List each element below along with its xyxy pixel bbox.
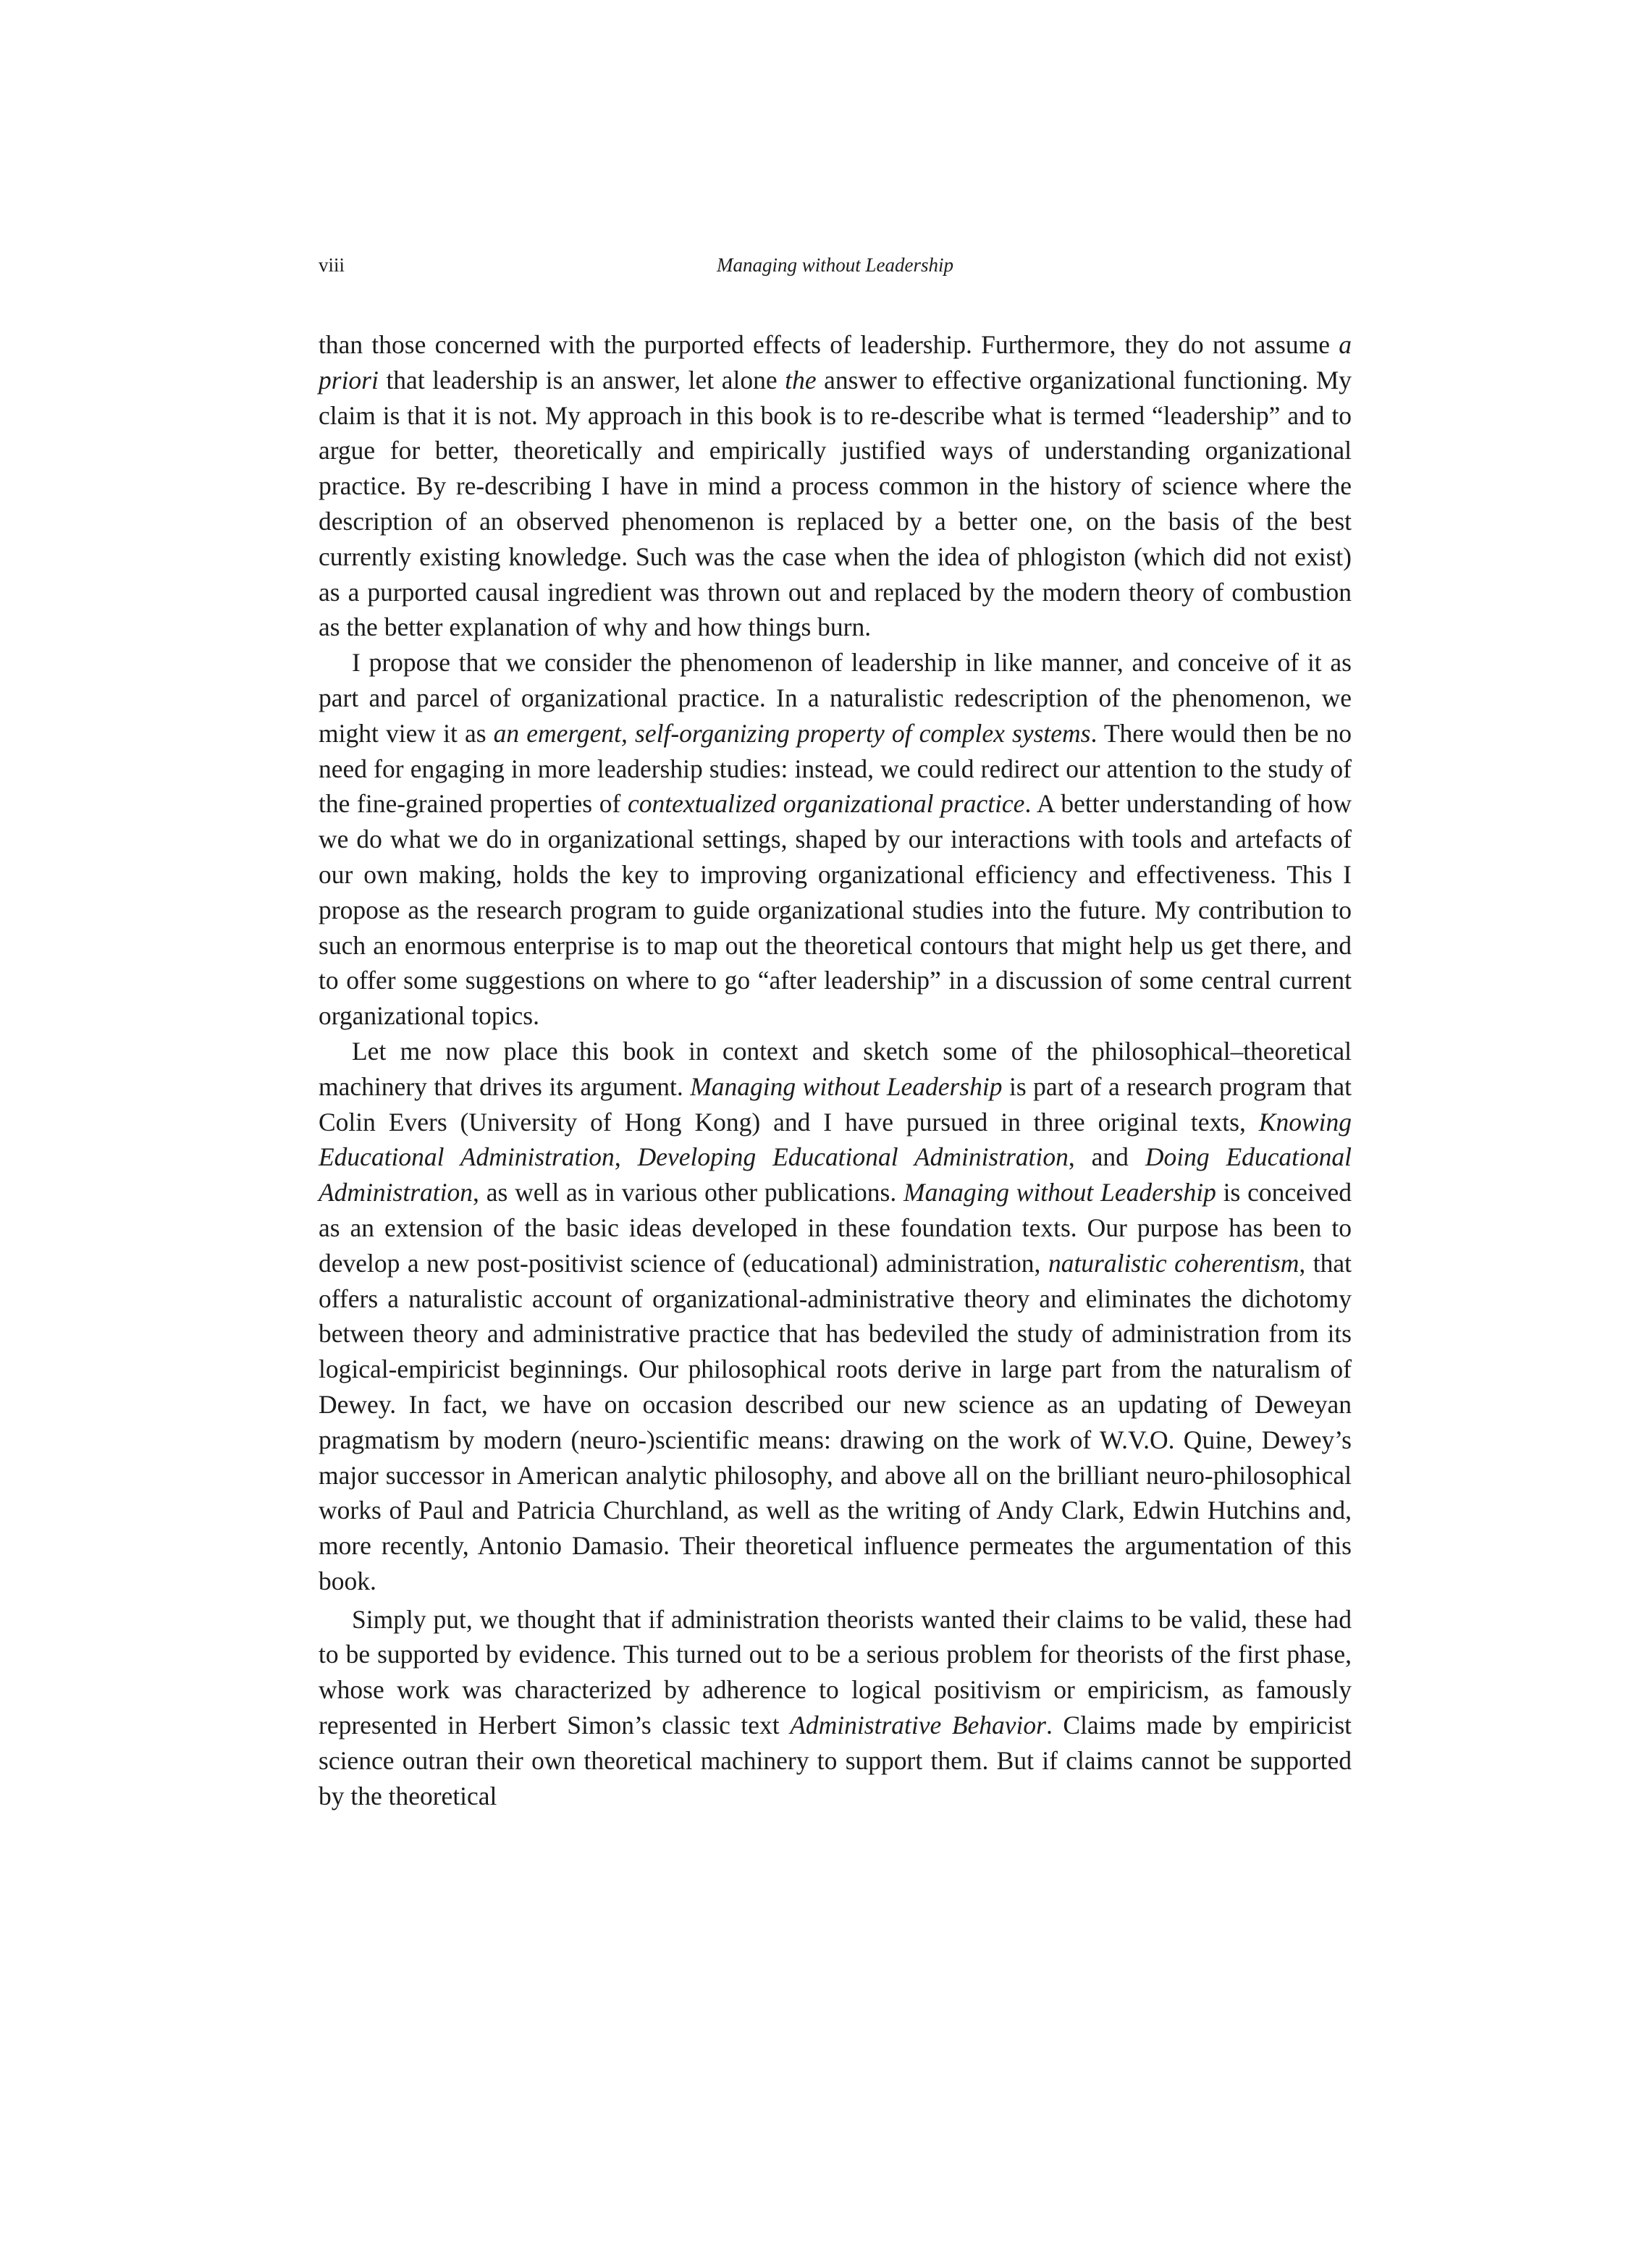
text-span: is conceived as an extension of the basic ideas developed in these foundation texts. Our purpose has been to develop a new post-positivist science of (educational) administration, (319, 1178, 1352, 1278)
body-text (319, 327, 1352, 1813)
italic-span: an emergent, self-organizing property of complex systems (493, 718, 1091, 748)
text-span: Let me now place this book in context and sketch some of the philosophical–theoretical machinery that drives its argument. (319, 1036, 1352, 1101)
text-span: , and (1068, 1142, 1145, 1172)
paragraph (319, 1034, 1352, 1599)
text-span: than those concerned with the purported effects of leadership. Furthermore, they do not assume (319, 330, 1339, 359)
italic-span: Managing without Leadership (903, 1178, 1216, 1207)
italic-span: naturalistic coherentism (1048, 1248, 1299, 1278)
italic-span: Administrative Behavior (790, 1711, 1046, 1740)
italic-span: the (785, 365, 817, 395)
paragraph (319, 327, 1352, 645)
text-span: is part of a research program that Colin Evers (University of Hong Kong) and I have pursued in three original texts, (319, 1071, 1352, 1137)
text-span: answer to effective organizational functioning. My claim is that it is not. My approach in this book is to re-describe what is termed “leadership” and to argue for better, theoretically and empirically justified ways of understanding organizational practice. By re-describing I have in mind a process common in the history of science where the description of an observed phenomenon is replaced by a better one, on the basis of the best currently existing knowledge. Such was the case when the idea of phlogiston (which did not exist) as a purported causal ingredient was thrown out and replaced by the modern theory of combustion as the better explanation of why and how things burn. (319, 365, 1352, 642)
paragraph (319, 1602, 1352, 1814)
italic-span: Developing Educational Administration (637, 1142, 1069, 1172)
italic-span: a priori (319, 330, 1352, 395)
italic-span: Doing Educational Administration (319, 1142, 1352, 1207)
italic-span: Knowing Educational Administration (319, 1107, 1352, 1172)
italic-span: Managing without Leadership (690, 1071, 1003, 1101)
text-span: , (614, 1142, 638, 1172)
page-number: viii (319, 254, 345, 276)
text-span: . A better understanding of how we do what we do in organizational settings, shaped by our interactions with tools and artefacts of our own making, holds the key to improving organizational efficiency and effectiveness. This I propose as the research program to guide organizational studies into the future. My contribution to such an enormous enterprise is to map out the theoretical contours that might help us get there, and to offer some suggestions on where to go “after leadership” in a discussion of some central current organizational topics. (319, 789, 1352, 1031)
text-span: , as well as in various other publications. (473, 1178, 904, 1207)
text-span: Simply put, we thought that if administration theorists wanted their claims to be valid, these had to be supported by evidence. This turned out to be a serious problem for theorists of the first phase, whose work was characterized by adherence to logical positivism or empiricism, as famously represented in Herbert Simon’s classic text (319, 1604, 1352, 1740)
text-span: I propose that we consider the phenomenon of leadership in like manner, and conceive of it as part and parcel of organizational practice. In a naturalistic redescription of the phenomenon, we might view it as (319, 648, 1352, 748)
running-head (319, 250, 1352, 279)
text-span: that leadership is an answer, let alone (378, 365, 785, 395)
text-span: . There would then be no need for engaging in more leadership studies: instead, we could redirect our attention to the study of the fine-grained properties of (319, 718, 1352, 819)
text-span: , that offers a naturalistic account of organizational-administrative theory and eliminates the dichotomy between theory and administrative practice that has bedeviled the study of administration from its logical-empiricist beginnings. Our philosophical roots derive in large part from the naturalism of Dewey. In fact, we have on occasion described our new science as an updating of Deweyan pragmatism by modern (neuro-)scientific means: drawing on the work of W.V.O. Quine, Dewey’s major successor in American analytic philosophy, and above all on the brilliant neuro-philosophical works of Paul and Patricia Churchland, as well as the writing of Andy Clark, Edwin Hutchins and, more recently, Antonio Damasio. Their theoretical influence permeates the argumentation of this book. (319, 1248, 1352, 1595)
paragraph (319, 645, 1352, 1034)
text-span: . Claims made by empiricist science outran their own theoretical machinery to support them. But if claims cannot be supported by the theoretical (319, 1711, 1352, 1810)
italic-span: contextualized organizational practice (628, 789, 1025, 819)
running-title: Managing without Leadership (716, 254, 953, 276)
